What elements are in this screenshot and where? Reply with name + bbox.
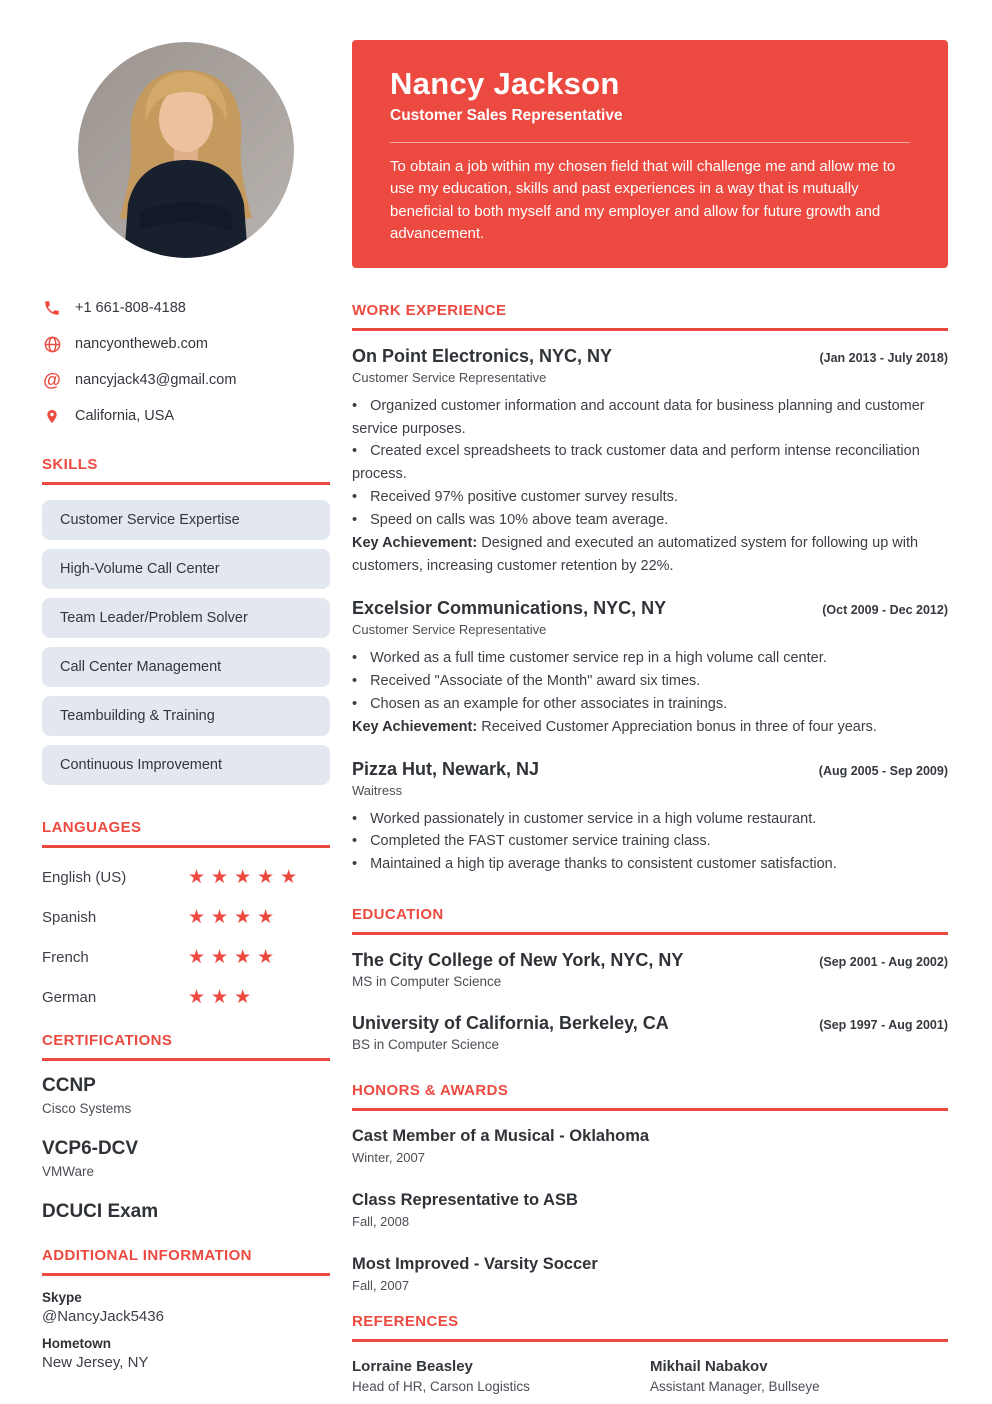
honor-date: Fall, 2007	[352, 1278, 410, 1294]
job-role: Waitress	[352, 782, 403, 798]
education-section	[352, 906, 948, 1052]
job-dates: (Jan 2013 - July 2018)	[819, 350, 948, 365]
reference-role: Head of HR, Carson Logistics	[352, 1379, 530, 1395]
skill-pill: Team Leader/Problem Solver	[42, 598, 330, 638]
key-achievement-text: Received Customer Appreciation bonus in three of four years.	[481, 718, 877, 735]
education-entry	[352, 950, 948, 989]
references-title: REFERENCES	[352, 1313, 948, 1342]
additional-info-title: ADDITIONAL INFORMATION	[42, 1247, 330, 1276]
reference-name: Mikhail Nabakov	[650, 1358, 768, 1376]
additional-info-section	[42, 1247, 330, 1371]
info-value: New Jersey, NY	[42, 1354, 149, 1371]
languages-section	[42, 819, 330, 1008]
language-row	[42, 866, 330, 888]
job-company: Pizza Hut, Newark, NJ	[352, 758, 540, 779]
contact-info	[42, 298, 330, 426]
key-achievement-label: Key Achievement:	[352, 535, 478, 552]
honor-name: Cast Member of a Musical - Oklahoma	[352, 1127, 650, 1146]
job-company: On Point Electronics, NYC, NY	[352, 345, 613, 366]
school-dates: (Sep 2001 - Aug 2002)	[819, 955, 948, 970]
job-role: Customer Service Representative	[352, 621, 547, 637]
school-name: University of California, Berkeley, CA	[352, 1013, 669, 1034]
info-label: Hometown	[42, 1336, 111, 1351]
info-value: @NancyJack5436	[42, 1308, 164, 1325]
honor-name: Most Improved - Varsity Soccer	[352, 1255, 598, 1274]
certification-item	[42, 1138, 330, 1179]
job-bullet: • Received 97% positive customer survey results.	[352, 486, 948, 509]
honors-section	[352, 1082, 948, 1293]
key-achievement-label: Key Achievement:	[352, 718, 478, 735]
star-rating: ★★★★	[188, 906, 281, 928]
honor-item	[352, 1127, 948, 1165]
skill-pill: High-Volume Call Center	[42, 549, 330, 589]
skills-title: SKILLS	[42, 456, 330, 485]
languages-list	[42, 866, 330, 1008]
location-text: California, USA	[75, 408, 175, 424]
skills-section	[42, 456, 330, 785]
language-row	[42, 906, 330, 928]
work-experience-title: WORK EXPERIENCE	[352, 302, 948, 331]
job-dates: (Aug 2005 - Sep 2009)	[818, 763, 948, 778]
skill-pill: Continuous Improvement	[42, 745, 330, 785]
job-bullet: • Speed on calls was 10% above team average.	[352, 509, 948, 532]
certification-org: Cisco Systems	[42, 1101, 132, 1116]
language-row	[42, 986, 330, 1008]
info-item	[42, 1336, 330, 1371]
references-list	[352, 1358, 948, 1394]
references-section	[352, 1313, 948, 1394]
contact-phone	[42, 298, 330, 318]
email-address: nancyjack43@gmail.com	[75, 372, 237, 388]
honors-title: HONORS & AWARDS	[352, 1082, 948, 1111]
job-entry	[352, 759, 948, 877]
phone-icon	[42, 298, 62, 318]
certification-item	[42, 1201, 330, 1223]
job-bullet: • Worked as a full time customer service rep in a high volume call center.	[352, 647, 948, 670]
person-name: Nancy Jackson	[390, 66, 620, 101]
objective-text: To obtain a job within my chosen field that will challenge me and allow me to use my education, skills and past experiences in a way that is mutually beneficial to both myself and my employer and allow for future growth and advancement.	[390, 157, 896, 243]
reference-role: Assistant Manager, Bullseye	[650, 1379, 820, 1395]
job-bullets	[352, 647, 948, 716]
certification-org: VMWare	[42, 1164, 95, 1179]
language-name: French	[42, 948, 89, 966]
certification-name: VCP6-DCV	[42, 1138, 139, 1159]
job-company: Excelsior Communications, NYC, NY	[352, 597, 667, 618]
job-bullet: • Received "Associate of the Month" award six times.	[352, 670, 948, 693]
job-bullet: • Organized customer information and account data for business planning and customer service purposes.	[352, 395, 948, 441]
reference-name: Lorraine Beasley	[352, 1358, 473, 1376]
header-banner	[352, 40, 948, 268]
job-role: Customer Service Representative	[352, 369, 547, 385]
honor-name: Class Representative to ASB	[352, 1191, 578, 1210]
avatar	[78, 42, 294, 258]
additional-info-list	[42, 1290, 330, 1371]
language-name: Spanish	[42, 908, 97, 926]
globe-icon	[42, 334, 62, 354]
degree: MS in Computer Science	[352, 974, 502, 990]
school-dates: (Sep 1997 - Aug 2001)	[819, 1018, 948, 1033]
header-divider	[390, 142, 910, 143]
reference-item	[352, 1358, 650, 1394]
star-rating: ★★★	[188, 986, 258, 1008]
job-entry	[352, 346, 948, 578]
skill-pill: Call Center Management	[42, 647, 330, 687]
contact-email	[42, 370, 330, 390]
info-item	[42, 1290, 330, 1325]
info-label: Skype	[42, 1290, 82, 1305]
sidebar	[42, 40, 330, 1394]
reference-item	[650, 1358, 948, 1394]
education-entry	[352, 1013, 948, 1052]
languages-title: LANGUAGES	[42, 819, 330, 848]
certification-name: CCNP	[42, 1075, 96, 1096]
honor-date: Winter, 2007	[352, 1150, 425, 1166]
at-icon: @	[43, 370, 61, 390]
job-bullet: • Created excel spreadsheets to track customer data and perform intense reconciliation process.	[352, 440, 948, 486]
honor-item	[352, 1255, 948, 1293]
certifications-section	[42, 1032, 330, 1223]
education-title: EDUCATION	[352, 906, 948, 935]
honor-item	[352, 1191, 948, 1229]
school-name: The City College of New York, NYC, NY	[352, 950, 684, 971]
honor-date: Fall, 2008	[352, 1214, 410, 1230]
skill-pill: Teambuilding & Training	[42, 696, 330, 736]
job-bullets	[352, 808, 948, 877]
star-rating: ★★★★	[188, 946, 281, 968]
work-experience-section	[352, 302, 948, 877]
language-row	[42, 946, 330, 968]
person-job-title: Customer Sales Representative	[390, 106, 623, 124]
job-bullet: • Worked passionately in customer service in a high volume restaurant.	[352, 808, 948, 831]
language-name: German	[42, 988, 97, 1006]
job-bullet: • Maintained a high tip average thanks to consistent customer satisfaction.	[352, 853, 948, 876]
skills-list	[42, 500, 330, 785]
job-bullet: • Completed the FAST customer service training class.	[352, 830, 948, 853]
phone-number: +1 661-808-4188	[75, 300, 186, 316]
key-achievement-text: Designed and executed an automatized system for following up with customers, increasing customer retention by 22%.	[352, 535, 919, 574]
skill-pill: Customer Service Expertise	[42, 500, 330, 540]
degree: BS in Computer Science	[352, 1037, 500, 1053]
main-content	[352, 40, 948, 1394]
contact-location	[42, 406, 330, 426]
location-icon	[42, 406, 62, 426]
contact-website	[42, 334, 330, 354]
certifications-title: CERTIFICATIONS	[42, 1032, 330, 1061]
certification-name: DCUCI Exam	[42, 1201, 159, 1222]
profile-photo	[78, 42, 294, 258]
job-dates: (Oct 2009 - Dec 2012)	[822, 602, 948, 617]
job-bullet: • Chosen as an example for other associates in trainings.	[352, 693, 948, 716]
key-achievement	[352, 532, 948, 578]
language-name: English (US)	[42, 868, 127, 886]
certification-item	[42, 1075, 330, 1116]
job-entry	[352, 598, 948, 739]
certifications-list	[42, 1075, 330, 1223]
key-achievement	[352, 716, 948, 739]
star-rating: ★★★★★	[188, 866, 304, 888]
job-bullets	[352, 395, 948, 532]
website-url: nancyontheweb.com	[75, 336, 208, 352]
